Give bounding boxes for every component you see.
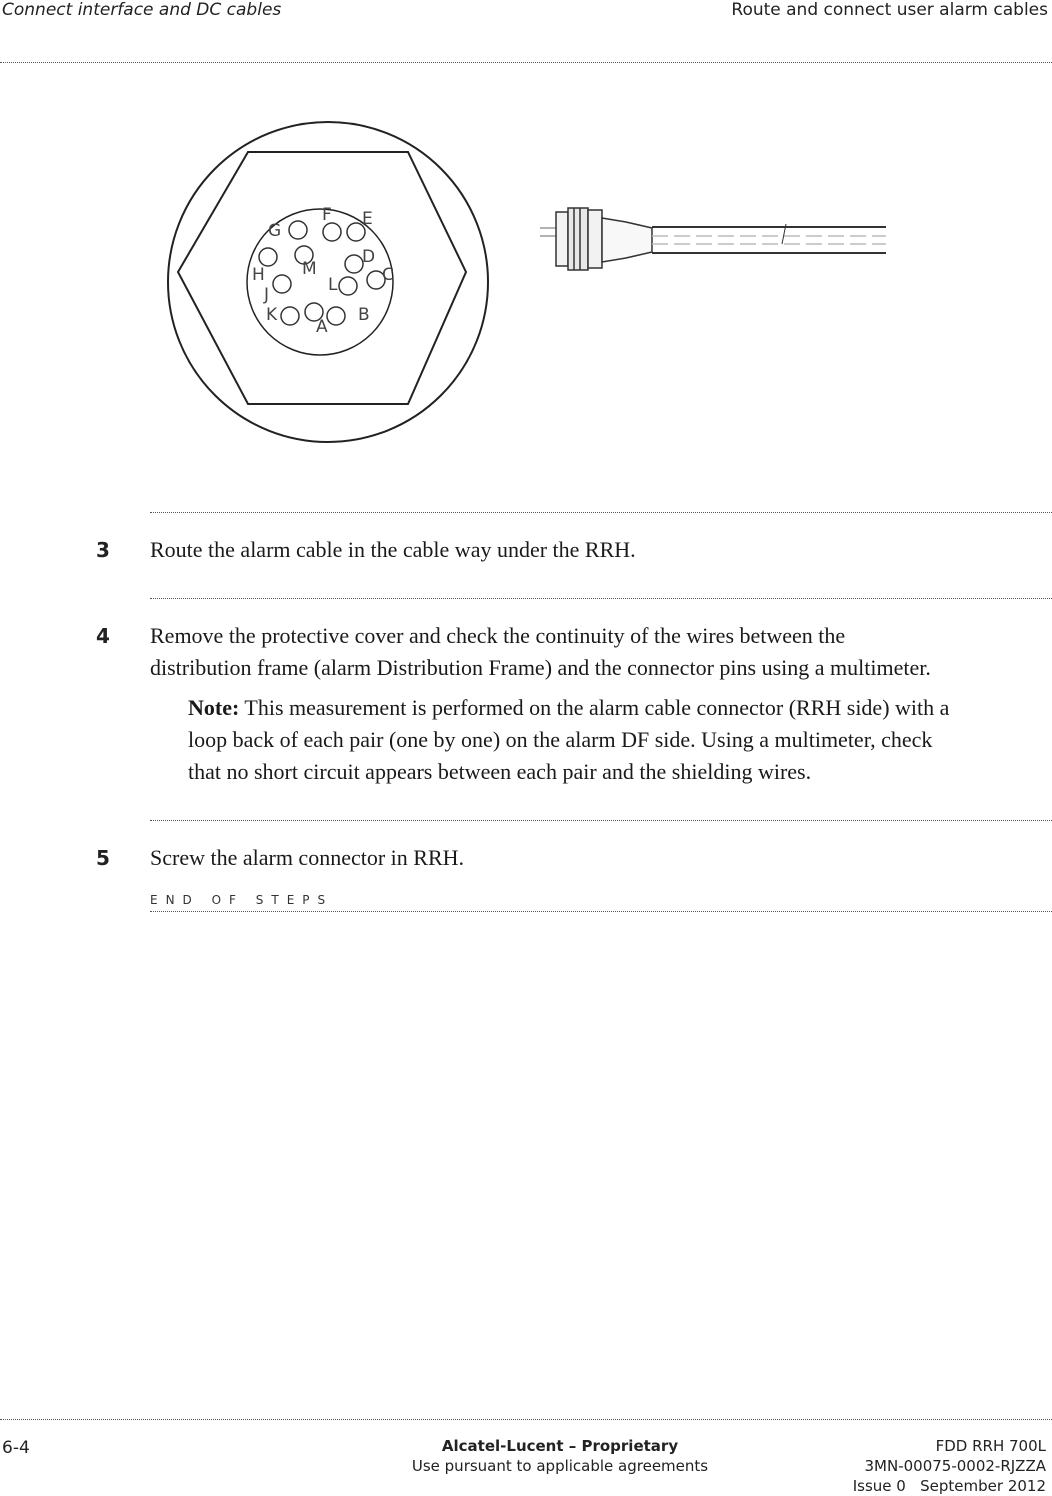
step-text bbox=[150, 620, 931, 684]
pin-hole bbox=[281, 307, 299, 325]
pin-label: E bbox=[362, 209, 373, 229]
footer-document-info bbox=[853, 1436, 1046, 1496]
note-block bbox=[188, 692, 1050, 788]
hex-nut-outline bbox=[178, 152, 466, 404]
pin-label: D bbox=[362, 247, 376, 267]
page-number: 6-4 bbox=[2, 1438, 30, 1458]
end-of-steps-divider bbox=[150, 911, 1052, 912]
step-text-line: distribution frame (alarm Distribution Frame) and the connector pins using a multimeter. bbox=[150, 655, 931, 680]
note-text: This measurement is performed on the alarm cable connector (RRH side) with a bbox=[239, 695, 950, 720]
step-divider bbox=[150, 598, 1052, 599]
step-text: Screw the alarm connector in RRH. bbox=[150, 845, 465, 870]
footer-proprietary bbox=[330, 1436, 790, 1476]
alarm-connector-figure bbox=[160, 112, 900, 452]
footer-divider bbox=[0, 1419, 1052, 1420]
pin-hole bbox=[339, 277, 357, 295]
pin-label: G bbox=[268, 221, 282, 241]
step-divider bbox=[150, 820, 1052, 821]
pin-label: C bbox=[382, 265, 394, 285]
footer-product: FDD RRH 700L bbox=[935, 1437, 1046, 1455]
note-line: loop back of each pair (one by one) on the alarm DF side. Using a multimeter, check bbox=[188, 727, 933, 752]
footer-proprietary-title: Alcatel-Lucent – Proprietary bbox=[441, 1437, 679, 1455]
cable-connector-side-view bbox=[540, 208, 886, 270]
note-line: that no short circuit appears between each pair and the shielding wires. bbox=[188, 759, 812, 784]
pin-hole bbox=[289, 221, 307, 239]
header-divider bbox=[0, 62, 1052, 63]
header-chapter-title: Connect interface and DC cables bbox=[2, 0, 282, 20]
step-number: 4 bbox=[96, 624, 110, 648]
pin-label: A bbox=[316, 317, 328, 337]
pin-label: H bbox=[252, 265, 265, 285]
step-divider bbox=[150, 512, 1052, 513]
footer-issue: Issue 0 September 2012 bbox=[852, 1477, 1046, 1495]
pin-hole bbox=[345, 255, 363, 273]
pin-label: K bbox=[266, 305, 278, 325]
pin-hole bbox=[327, 307, 345, 325]
note-label: Note: bbox=[188, 695, 240, 720]
pin-label: J bbox=[264, 285, 270, 305]
footer-proprietary-note: Use pursuant to applicable agreements bbox=[411, 1457, 709, 1475]
footer-doc-number: 3MN-00075-0002-RJZZA bbox=[864, 1457, 1046, 1475]
step-text: Route the alarm cable in the cable way under the RRH. bbox=[150, 537, 636, 562]
pin-label: M bbox=[302, 259, 317, 279]
note-line bbox=[188, 692, 1050, 724]
pin-hole bbox=[259, 248, 277, 266]
pin-label: L bbox=[328, 275, 338, 295]
step-text-line: Remove the protective cover and check the continuity of the wires between the bbox=[150, 623, 846, 648]
step-number: 5 bbox=[96, 846, 110, 870]
header-section-title: Route and connect user alarm cables bbox=[731, 0, 1048, 20]
pin-hole bbox=[273, 275, 291, 293]
pin-label: B bbox=[358, 305, 370, 325]
pin-hole bbox=[323, 223, 341, 241]
pin-label: F bbox=[322, 205, 332, 225]
step-number: 3 bbox=[96, 538, 110, 562]
end-of-steps-label: END OF STEPS bbox=[150, 893, 334, 907]
